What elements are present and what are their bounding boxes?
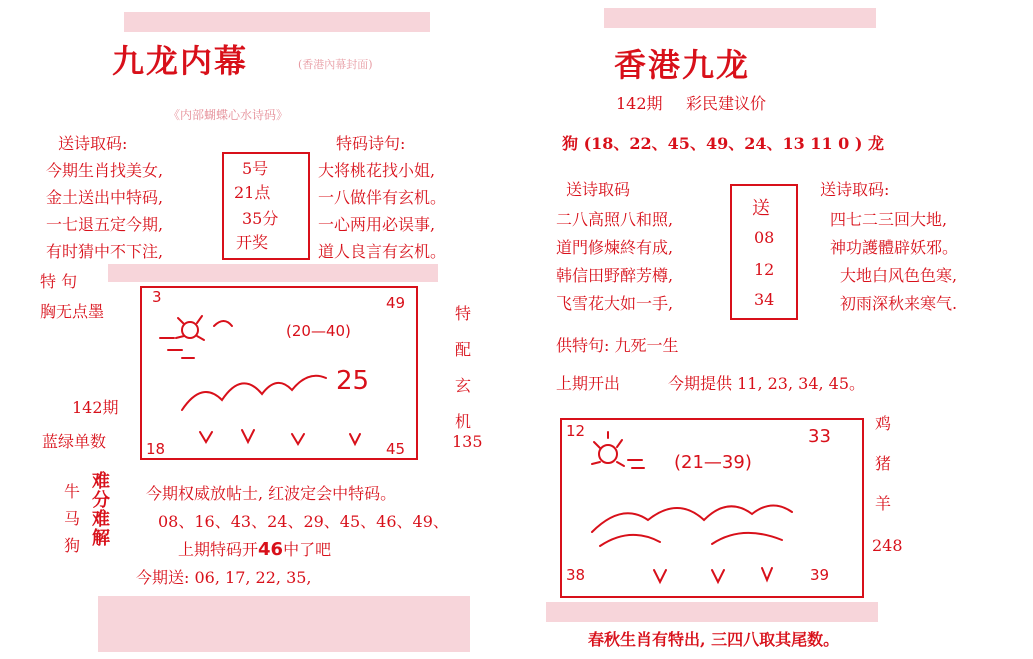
side-char: 特 — [454, 304, 471, 323]
left-poem-right-line: 一八做伴有玄机。 — [318, 188, 447, 207]
zodiac-char: 狗 — [63, 536, 80, 555]
header-band-right — [604, 8, 876, 28]
zodiac-hint — [88, 472, 114, 548]
right-poem-right-line: 神功護體辟妖邪。 — [830, 238, 959, 257]
special-verse-label: 特 句 — [40, 272, 78, 291]
left-poem-left-heading: 送诗取码: — [58, 134, 128, 153]
zodiac-char: 羊 — [874, 494, 891, 513]
left-issue-note: 蓝绿单数 — [42, 432, 107, 451]
left-poem-right-line: 一心两用必误事, — [318, 215, 436, 234]
zodiac-char: 牛 — [63, 482, 80, 501]
right-poem-left-line: 飞雪花大如一手, — [556, 294, 674, 313]
send-box — [730, 184, 798, 320]
side-char: 玄 — [454, 376, 471, 395]
send-box-line: 12 — [754, 260, 775, 279]
left-line-d: 今期送: 06, 17, 22, 35, — [136, 568, 312, 587]
right-poem-right-line: 大地白风色色寒, — [840, 266, 958, 285]
left-side-number: 135 — [452, 432, 483, 451]
right-pic-tl: 12 — [566, 422, 586, 440]
right-side-number: 248 — [872, 536, 903, 555]
left-pic-tr: 49 — [386, 294, 406, 312]
right-special: 供特句: 九死一生 — [556, 336, 679, 355]
left-poem-left-line: 一七退五定今期, — [46, 215, 164, 234]
left-poem-left-line: 有时猜中不下注, — [46, 242, 164, 261]
right-pic-bl: 38 — [566, 566, 586, 584]
left-line-c — [178, 536, 331, 563]
draw-time-line: 5号 — [242, 159, 269, 178]
side-char: 机 — [454, 412, 471, 431]
side-vertical — [452, 296, 474, 440]
zodiac-left — [62, 478, 82, 559]
zodiac-right — [872, 404, 894, 524]
line-c-num: 46 — [258, 539, 284, 560]
left-pic-bl: 18 — [146, 440, 166, 458]
left-poem-right-line: 大将桃花找小姐, — [318, 161, 436, 180]
footer-band-right — [546, 602, 878, 622]
right-title: 香港九龙 — [614, 46, 751, 84]
hint-char: 分 — [92, 490, 110, 511]
left-poem-left-line: 金土送出中特码, — [46, 188, 164, 207]
left-poem-right-heading: 特码诗句: — [336, 134, 406, 153]
right-pic-tr: 33 — [808, 426, 831, 447]
right-poem-right-line: 初雨深秋来寒气. — [840, 294, 958, 313]
special-verse: 胸无点墨 — [40, 302, 105, 321]
line-c-suffix: 中了吧 — [283, 540, 332, 559]
left-pic-tl: 3 — [152, 288, 162, 306]
send-box-line: 送 — [752, 198, 770, 219]
left-hand-drawing — [142, 288, 416, 458]
send-box-line: 34 — [754, 290, 775, 309]
draw-time-line: 35分 — [242, 209, 279, 228]
side-char: 配 — [454, 340, 471, 359]
draw-time-line: 21点 — [234, 183, 271, 202]
send-box-line: 08 — [754, 228, 775, 247]
zodiac-char: 鸡 — [874, 414, 891, 433]
right-footer: 春秋生肖有特出, 三四八取其尾数。 — [588, 630, 840, 649]
right-poem-left-line: 韩信田野醉芳樽, — [556, 266, 674, 285]
right-poem-left-line: 二八高照八和照, — [556, 210, 674, 229]
zodiac-char: 猪 — [874, 454, 891, 473]
zodiac-char: 马 — [63, 509, 80, 528]
footer-band-left — [98, 596, 470, 652]
right-poem-right-line: 四七二三回大地, — [830, 210, 948, 229]
right-poem-right-heading: 送诗取码: — [820, 180, 890, 199]
left-line-b: 08、16、43、24、29、45、46、49、 — [158, 512, 449, 531]
band-left-mid — [108, 264, 438, 282]
right-provide: 今期提供 11, 23, 34, 45。 — [668, 374, 866, 393]
left-line-a: 今期权威放帖士, 红波定会中特码。 — [146, 484, 397, 503]
right-pic-br: 39 — [810, 566, 830, 584]
left-pic-range: (20—40) — [286, 322, 351, 340]
right-dog-line: 狗 (18、22、45、49、24、13 11 0 ) 龙 — [562, 134, 884, 153]
right-issue-text: 彩民建议价 — [686, 94, 767, 113]
right-pic-range: (21—39) — [674, 452, 752, 473]
left-pic-br: 45 — [386, 440, 406, 458]
draw-time-line: 开奖 — [236, 233, 269, 252]
right-last-issue: 上期开出 — [556, 374, 621, 393]
left-title: 九龙内幕 — [112, 42, 249, 80]
header-band-left — [124, 12, 430, 32]
right-poem-left-heading: 送诗取码 — [566, 180, 631, 199]
left-issue: 142期 — [72, 398, 119, 417]
hint-char: 难 — [92, 471, 110, 492]
hint-char: 难 — [92, 509, 110, 530]
right-poem-left-line: 道門修煉終有成, — [556, 238, 674, 257]
left-title-note: (香港內幕封面) — [298, 58, 373, 71]
line-c-prefix: 上期特码开 — [178, 540, 259, 559]
draw-time-box — [222, 152, 310, 260]
hint-char: 解 — [92, 528, 110, 549]
right-issue: 142期 — [616, 94, 663, 113]
left-subtitle: 《内部蝴蝶心水诗码》 — [168, 108, 289, 122]
left-pic-num: 25 — [336, 366, 370, 396]
left-poem-right-line: 道人良言有玄机。 — [318, 242, 447, 261]
left-poem-left-line: 今期生肖找美女, — [46, 161, 164, 180]
